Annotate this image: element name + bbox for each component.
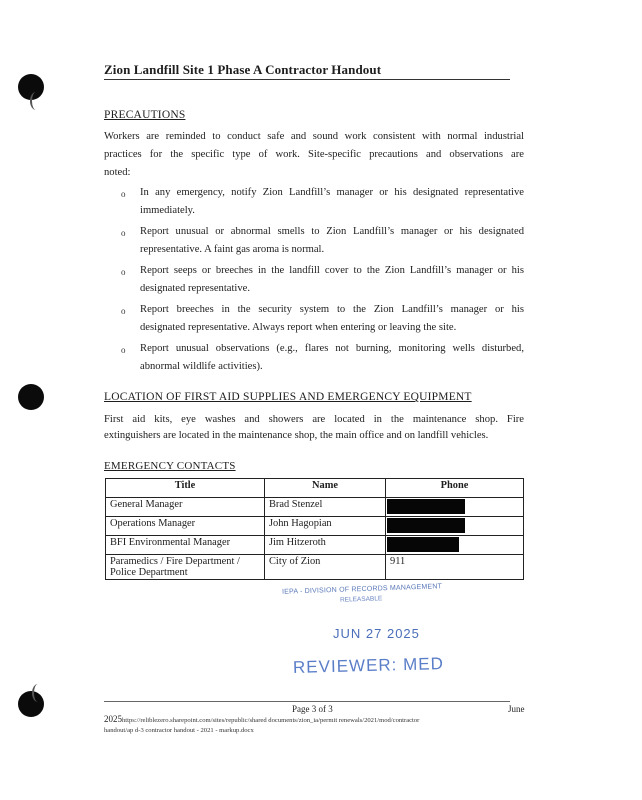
contact-name: Brad Stenzel	[265, 498, 386, 517]
page-number: Page 3 of 3	[292, 704, 333, 714]
precaution-item	[140, 262, 524, 298]
releasable-stamp: RELEASABLE	[339, 595, 383, 604]
footer-file-path	[104, 714, 484, 736]
table-header-row	[106, 479, 524, 498]
contact-title: BFI Environmental Manager	[106, 536, 265, 555]
date-stamp: JUN 27 2025	[333, 626, 420, 641]
column-header-title: Title	[106, 479, 265, 498]
precaution-line: Report seeps or breeches in the landfill cover to the Zion Landfill’s manager or his	[140, 265, 524, 276]
precautions-heading: PRECAUTIONS	[104, 109, 186, 121]
first-aid-line: First aid kits, eye washes and showers are located in the maintenance shop. Fire	[104, 414, 524, 425]
redaction-block	[387, 499, 465, 514]
redaction-block	[387, 537, 459, 552]
column-header-name: Name	[265, 479, 386, 498]
footer-month: June	[508, 704, 525, 714]
contact-phone: 911	[386, 555, 524, 580]
bullet-marker: o	[121, 267, 126, 277]
column-header-phone: Phone	[386, 479, 524, 498]
precaution-item	[140, 340, 524, 376]
precaution-line: Report unusual or abnormal smells to Zion Landfill’s manager or his designated	[140, 226, 524, 237]
footer-year: 2025	[104, 714, 122, 724]
contact-name: Jim Hitzeroth	[265, 536, 386, 555]
contact-title-line: Police Department	[110, 567, 188, 578]
precaution-item	[140, 184, 524, 220]
footer-divider	[104, 701, 510, 702]
contact-phone	[386, 517, 524, 536]
footer-path-line: handout/ap d-3 contractor handout - 2021 - markup.docx	[104, 727, 254, 734]
contacts-heading: EMERGENCY CONTACTS	[104, 460, 236, 472]
contact-name: City of Zion	[265, 555, 386, 580]
bullet-marker: o	[121, 228, 126, 238]
redaction-block	[387, 518, 465, 533]
contact-title-line: Paramedics / Fire Department /	[110, 556, 240, 567]
footer-path-text: https://reliblezero.sharepoint.com/sites/republic/shared documents/zion_ia/permit renewals/2021/mod/contractor	[122, 717, 420, 724]
table-row	[106, 555, 524, 580]
precaution-item	[140, 301, 524, 337]
contact-title: General Manager	[106, 498, 265, 517]
precaution-line: designated representative.	[140, 283, 251, 294]
intro-line: noted:	[104, 167, 131, 178]
agency-stamp: IEPA - DIVISION OF RECORDS MANAGEMENT	[281, 583, 443, 596]
table-row	[106, 498, 524, 517]
table-row	[106, 517, 524, 536]
precaution-line: In any emergency, notify Zion Landfill’s manager or his designated representative	[140, 187, 524, 198]
punch-hole	[18, 384, 44, 410]
precautions-intro	[104, 128, 524, 182]
bullet-marker: o	[121, 345, 126, 355]
footer-path-line	[104, 714, 484, 726]
intro-line: practices for the specific type of work. Site-specific precautions and observations are	[104, 149, 524, 160]
reviewer-stamp: REVIEWER: MED	[292, 654, 445, 677]
emergency-contacts-table	[105, 478, 524, 580]
first-aid-text	[104, 412, 524, 444]
first-aid-heading: LOCATION OF FIRST AID SUPPLIES AND EMERGENCY EQUIPMENT	[104, 391, 472, 403]
precaution-line: abnormal wildlife activities).	[140, 361, 263, 372]
bullet-marker: o	[121, 189, 126, 199]
contact-phone	[386, 498, 524, 517]
precaution-line: Report breeches in the security system to the Zion Landfill’s manager or his	[140, 304, 524, 315]
bullet-marker: o	[121, 306, 126, 316]
contact-title	[106, 555, 265, 580]
contact-title: Operations Manager	[106, 517, 265, 536]
contact-phone	[386, 536, 524, 555]
title-divider	[104, 79, 510, 80]
precaution-line: representative. A faint gas aroma is normal.	[140, 244, 325, 255]
table-row	[106, 536, 524, 555]
punch-hole-shadow	[32, 684, 44, 702]
precaution-item	[140, 223, 524, 259]
precaution-line: designated representative. Always report when entering or leaving the site.	[140, 322, 457, 333]
first-aid-line: extinguishers are located in the maintenance shop, the main office and on landfill vehicles.	[104, 430, 489, 441]
contact-name: John Hagopian	[265, 517, 386, 536]
precaution-line: immediately.	[140, 205, 195, 216]
punch-hole-shadow	[30, 92, 42, 110]
intro-line: Workers are reminded to conduct safe and sound work consistent with normal industrial	[104, 131, 524, 142]
document-title: Zion Landfill Site 1 Phase A Contractor Handout	[104, 62, 382, 77]
precaution-line: Report unusual observations (e.g., flares not burning, monitoring wells disturbed,	[140, 343, 524, 354]
